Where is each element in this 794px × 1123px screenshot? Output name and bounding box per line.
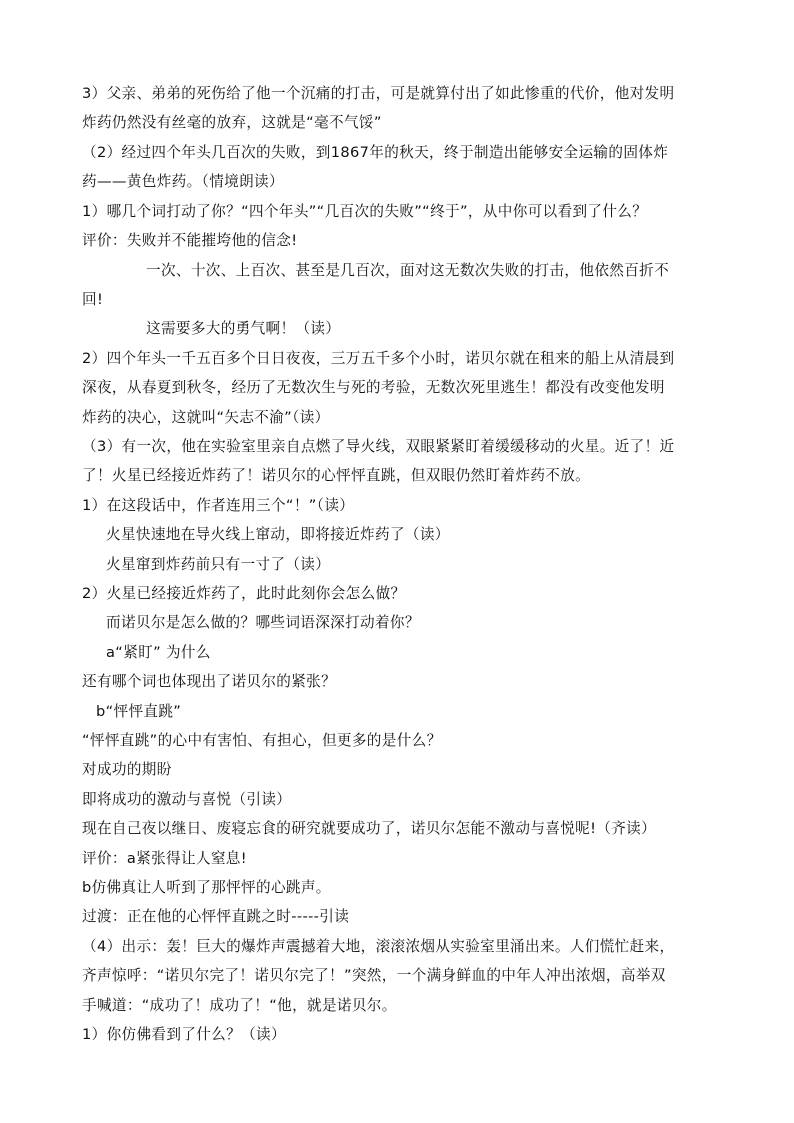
text-line-6: 评价：失败并不能摧垮他的信念! bbox=[82, 232, 298, 249]
text-line-13: （3）有一次，他在实验室里亲自点燃了导火线，双眼紧紧盯着缓缓移动的火星。近了！近 bbox=[82, 438, 675, 455]
text-line-8: 回! bbox=[82, 291, 104, 308]
text-line-19: 而诺贝尔是怎么做的？哪些词语深深打动着你？ bbox=[106, 614, 420, 631]
text-line-14: 了！火星已经接近炸药了！诺贝尔的心怦怦直跳，但双眼仍然盯着炸药不放。 bbox=[82, 467, 591, 484]
text-line-7: 一次、十次、上百次、甚至是几百次，面对这无数次失败的打击，他依然百折不 bbox=[146, 262, 670, 279]
text-line-23: “怦怦直跳”的心中有害怕、有担心，但更多的是什么？ bbox=[82, 732, 442, 749]
text-line-3: （2）经过四个年头几百次的失败，到1867年的秋天，终于制造出能够安全运输的固体炸 bbox=[82, 144, 669, 161]
text-line-33: 1）你仿佛看到了什么？（读） bbox=[82, 1026, 286, 1043]
text-line-30: （4）出示：轰！巨大的爆炸声震撼着大地，滚滚浓烟从实验室里涌出来。人们慌忙赶来， bbox=[82, 938, 675, 955]
text-line-21: 还有哪个词也体现出了诺贝尔的紧张？ bbox=[82, 673, 337, 690]
text-line-12: 炸药的决心，这就叫“矢志不渝”（读） bbox=[82, 409, 330, 426]
text-line-24: 对成功的期盼 bbox=[82, 761, 172, 778]
text-line-29: 过渡：正在他的心怦怦直跳之时-----引读 bbox=[82, 908, 350, 925]
text-line-16: 火星快速地在导火线上窜动，即将接近炸药了（读） bbox=[106, 526, 450, 543]
text-line-2: 炸药仍然没有丝毫的放弃，这就是“毫不气馁” bbox=[82, 114, 382, 131]
text-line-20: a“紧盯” 为什么 bbox=[106, 644, 211, 661]
text-line-17: 火星窜到炸药前只有一寸了（读） bbox=[106, 556, 331, 573]
text-line-31: 齐声惊呼：“诺贝尔完了！诺贝尔完了！”突然，一个满身鲜血的中年人冲出浓烟，高举双 bbox=[82, 967, 666, 984]
text-line-15: 1）在这段话中，作者连用三个“！”（读） bbox=[82, 497, 355, 514]
text-line-28: b仿佛真让人听到了那怦怦的心跳声。 bbox=[82, 879, 331, 896]
text-line-27: 评价：a紧张得让人窒息! bbox=[82, 850, 247, 867]
text-line-26: 现在自己夜以继日、废寝忘食的研究就要成功了，诺贝尔怎能不激动与喜悦呢!（齐读） bbox=[82, 820, 657, 837]
text-line-10: 2）四个年头一千五百多个日日夜夜，三万五千多个小时，诺贝尔就在租来的船上从清晨到 bbox=[82, 350, 675, 367]
text-line-22: b“怦怦直跳” bbox=[96, 703, 182, 720]
text-line-25: 即将成功的激动与喜悦（引读） bbox=[82, 791, 292, 808]
text-line-1: 3）父亲、弟弟的死伤给了他一个沉痛的打击，可是就算付出了如此惨重的代价，他对发明 bbox=[82, 85, 675, 102]
text-line-4: 药——黄色炸药。（情境朗读） bbox=[82, 173, 284, 190]
text-line-11: 深夜，从春夏到秋冬，经历了无数次生与死的考验，无数次死里逃生！都没有改变他发明 bbox=[82, 379, 665, 396]
text-line-18: 2）火星已经接近炸药了，此时此刻你会怎么做？ bbox=[82, 585, 406, 602]
text-line-32: 手喊道：“成功了！成功了！“他，就是诺贝尔。 bbox=[82, 997, 397, 1014]
text-line-5: 1）哪几个词打动了你？“四个年头”“几百次的失败”“终于”，从中你可以看到了什么？ bbox=[82, 203, 648, 220]
text-line-9: 这需要多大的勇气啊！（读） bbox=[146, 320, 341, 337]
